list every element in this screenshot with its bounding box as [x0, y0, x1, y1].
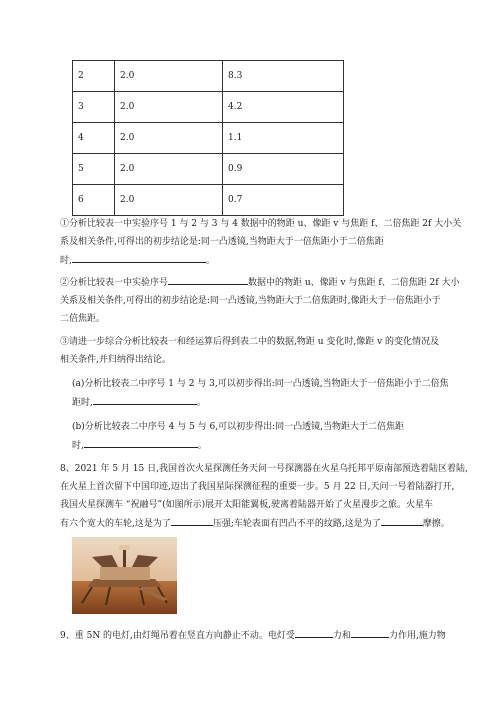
- q1-line2: 系及相关条件,可得出的初步结论是:同一凸透镜,当物距大于一倍焦距小于二倍焦距: [60, 237, 384, 247]
- table-row: [73, 154, 344, 185]
- q1-line3-prefix: 时,: [60, 256, 72, 266]
- q8-blank-1[interactable]: [171, 514, 213, 526]
- q1-answer-blank[interactable]: [72, 251, 206, 263]
- q2-line2: 关系及相关条件,可得出的初步结论是:同一凸透镜,当物距大于二倍焦距时,像距大于一倍焦距小于: [60, 296, 441, 306]
- q9-line1-b: 力和: [332, 631, 351, 641]
- table-cell: 2.0: [115, 154, 223, 185]
- qb-line1: (b)分析比较表二中序号 4 与 5 与 6,可以初步得出:同一凸透镜,当物距大于二倍焦距: [72, 422, 405, 432]
- q1-paragraph: [60, 215, 472, 270]
- qa-line2-prefix: 距时,: [72, 398, 93, 408]
- table-cell: 4.2: [223, 92, 344, 123]
- q2-line3: 二倍焦距。: [60, 314, 106, 324]
- qb-line2-prefix: 时,: [72, 441, 84, 451]
- mars-rover-icon: [72, 537, 177, 614]
- qb-answer-blank[interactable]: [84, 436, 198, 448]
- q2-paragraph: [60, 273, 472, 328]
- q8-blank-2[interactable]: [381, 514, 423, 526]
- q8-line2: 在火星上首次留下中国印迹,迈出了我国星际探测征程的重要一步。5 月 22 日,天问一号着陆器打开,: [60, 482, 455, 492]
- q2-line1-prefix: ②分析比较表一中实验序号: [60, 278, 169, 288]
- q3-line1: ③请进一步综合分析比较表一和经运算后得到表二中的数据,物距 u 变化时,像距 v 的变化情况及: [60, 337, 440, 347]
- table-cell: 3: [73, 92, 115, 123]
- table-cell: 1.1: [223, 123, 344, 154]
- qb-line2-suffix: 。: [197, 441, 207, 451]
- table-cell: 5: [73, 154, 115, 185]
- qb-line2: [72, 436, 472, 455]
- table-cell: 4: [73, 123, 115, 154]
- q2-answer-blank[interactable]: [168, 273, 248, 285]
- table-row: [73, 61, 344, 92]
- table-cell: 2.0: [115, 123, 223, 154]
- table-cell: 8.3: [223, 61, 344, 92]
- qa-answer-blank[interactable]: [93, 393, 197, 405]
- table-cell: 2: [73, 61, 115, 92]
- q1-line3: [60, 251, 472, 270]
- q8-line3: 我国火星探测车 “祝融号”(如图所示)展开太阳能翼板,驶离着陆器开始了火星漫步之旅。火星车: [60, 500, 433, 510]
- q2-line1: [60, 273, 472, 292]
- table-cell: 0.9: [223, 154, 344, 185]
- table-row: [73, 185, 344, 216]
- q9-blank-1[interactable]: [295, 626, 333, 638]
- q9-line1-a: 9、重 5N 的电灯,由灯绳吊着在竖直方向静止不动。电灯受: [60, 631, 295, 641]
- q3-line2: 相关条件,并归纳得出结论。: [60, 355, 171, 365]
- qa-line2-suffix: 。: [196, 398, 206, 408]
- q9-line1: [60, 626, 480, 645]
- q8-line4-a: 有六个宽大的车轮,这是为了: [60, 519, 171, 529]
- q9-paragraph: [60, 626, 480, 645]
- table-cell: 2.0: [115, 185, 223, 216]
- q8-line4-c: 摩擦。: [422, 519, 450, 529]
- qa-paragraph: [72, 375, 472, 412]
- table-row: [73, 123, 344, 154]
- data-table: [72, 60, 344, 216]
- table-cell: 2.0: [115, 92, 223, 123]
- q1-line3-suffix: 。: [205, 256, 215, 266]
- q9-line1-c: 力作用,施力物: [388, 631, 446, 641]
- q8-line1: 8、2021 年 5 月 15 日,我国首次火星探测任务天问一号探测器在火星乌托邦平原南部预选着陆区着陆,: [60, 464, 468, 474]
- mars-rover-photo: [72, 537, 177, 614]
- q8-paragraph: [60, 460, 480, 533]
- table-cell: 0.7: [223, 185, 344, 216]
- qa-line1: (a)分析比较表二中序号 1 与 2 与 3,可以初步得出:同一凸透镜,当物距大于一倍焦距小于二倍焦: [72, 379, 449, 389]
- data-table-body: [73, 61, 344, 216]
- q1-line1: ①分析比较表一中实验序号 1 与 2 与 3 与 4 数据中的物距 u、像距 v 与焦距 f、二倍焦距 2f 大小关: [60, 219, 462, 229]
- q9-blank-2[interactable]: [351, 626, 389, 638]
- table-cell: 6: [73, 185, 115, 216]
- q2-line1-suffix: 数据中的物距 u、像距 v 与焦距 f、二倍焦距 2f 大小: [248, 278, 460, 288]
- q3-paragraph: [60, 333, 472, 369]
- q8-line4: [60, 514, 480, 533]
- q8-line4-b: 压强;车轮表面有凹凸不平的纹路,这是为了: [212, 519, 381, 529]
- qa-line2: [72, 393, 472, 412]
- table-cell: 2.0: [115, 61, 223, 92]
- qb-paragraph: [72, 418, 472, 455]
- table-row: [73, 92, 344, 123]
